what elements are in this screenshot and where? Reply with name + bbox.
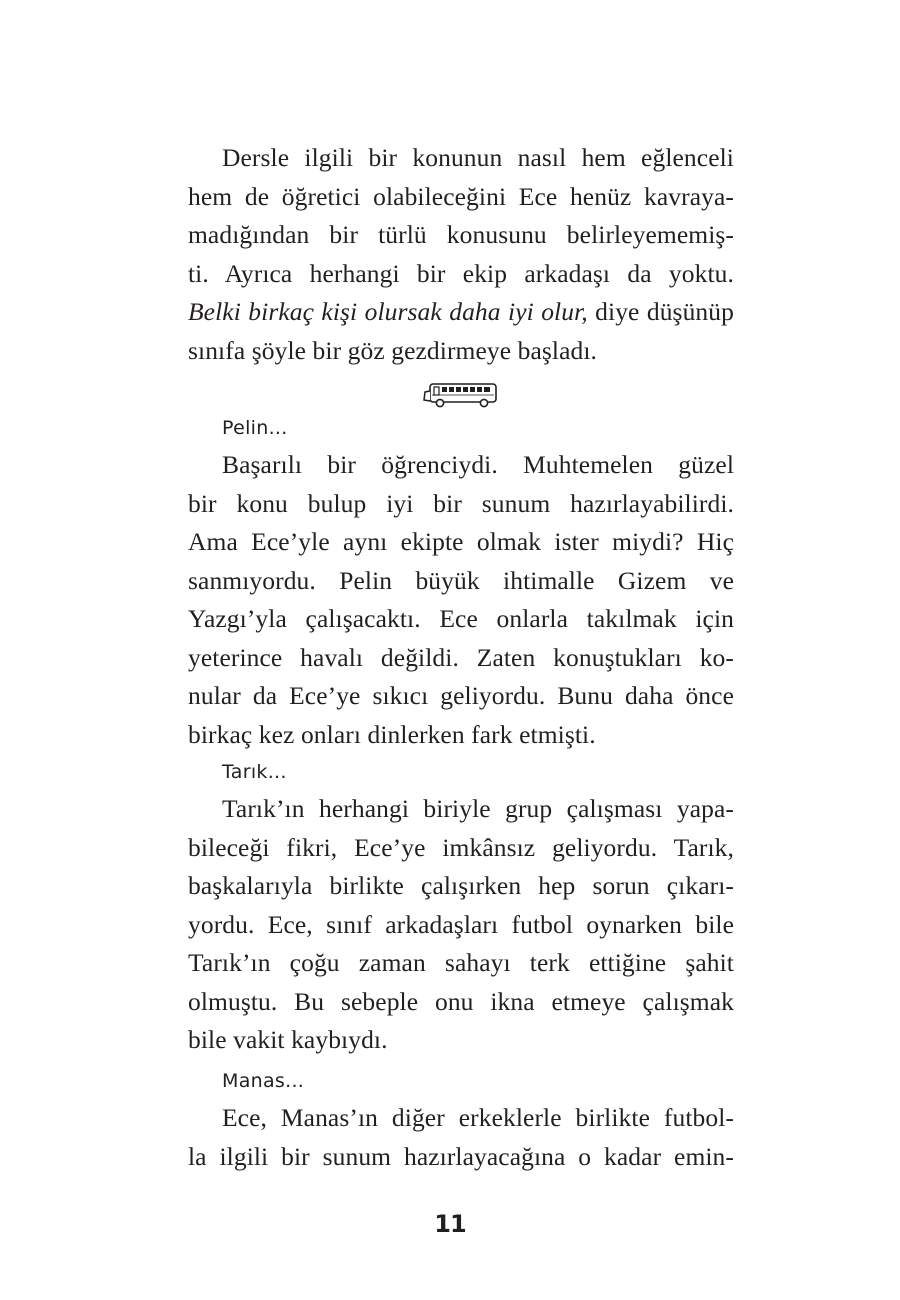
- text-line: Tarık’ın çoğu zaman sahayı terk ettiğine şahit: [188, 948, 734, 977]
- text-line: bileceği fikri, Ece’ye imkânsız geliyordu. Tarık,: [188, 832, 734, 862]
- text-line: Dersle ilgili bir konunun nasıl hem eğlenceli: [222, 143, 734, 172]
- text-line: la ilgili bir sunum hazırlayacağına o kadar emin-: [188, 1141, 734, 1171]
- text-line: nular da Ece’ye sıkıcı geliyordu. Bunu daha önce: [188, 681, 734, 710]
- opening-paragraph: [188, 139, 734, 370]
- text-fragment: diye düşünüp: [587, 297, 734, 326]
- text-line: Tarık’ın herhangi biriyle grup çalışması yapa-: [222, 794, 734, 823]
- name-heading-tarik: Tarık...: [222, 761, 287, 783]
- name-heading-manas: Manas...: [222, 1070, 305, 1092]
- italic-thought: Belki birkaç kişi olursak daha iyi olur,: [188, 297, 588, 326]
- tarik-section: [188, 754, 734, 1060]
- text-line: madığından bir türlü konusunu belirleyememiş-: [188, 220, 734, 249]
- text-line: ti. Ayrıca herhangi bir ekip arkadaşı da yoktu.: [188, 258, 734, 288]
- school-bus-icon: [422, 380, 500, 410]
- text-line: bir konu bulup iyi bir sunum hazırlayabilirdi.: [188, 488, 734, 518]
- text-line: Ama Ece’yle aynı ekipte olmak ister miydi? Hiç: [188, 527, 734, 556]
- text-line: birkaç kez onları dinlerken fark etmişti.: [188, 719, 596, 749]
- page-number: 11: [434, 1210, 466, 1238]
- text-line: Başarılı bir öğrenciydi. Muhtemelen güzel: [222, 450, 734, 479]
- text-line: sınıfa şöyle bir göz gezdirmeye başladı.: [188, 335, 598, 365]
- pelin-section: [188, 410, 734, 754]
- text-line: olmuştu. Bu sebeple onu ikna etmeye çalışmak: [188, 986, 734, 1016]
- name-heading-pelin: Pelin...: [222, 417, 288, 439]
- text-line-mixed: [188, 293, 734, 332]
- text-line: Yazgı’yla çalışacaktı. Ece onlarla takılmak için: [188, 604, 734, 633]
- manas-section: [188, 1063, 734, 1176]
- text-line: sanmıyordu. Pelin büyük ihtimalle Gizem ve: [188, 565, 734, 595]
- text-line: bile vakit kaybıydı.: [188, 1025, 388, 1054]
- text-line: hem de öğretici olabileceğini Ece henüz kavraya-: [188, 181, 734, 211]
- text-line: Ece, Manas’ın diğer erkeklerle birlikte futbol-: [222, 1103, 734, 1132]
- text-line: yeterince havalı değildi. Zaten konuştukları ko-: [188, 642, 734, 672]
- text-line: başkalarıyla birlikte çalışırken hep sorun çıkarı-: [188, 871, 734, 900]
- text-line: yordu. Ece, sınıf arkadaşları futbol oynarken bile: [188, 909, 734, 939]
